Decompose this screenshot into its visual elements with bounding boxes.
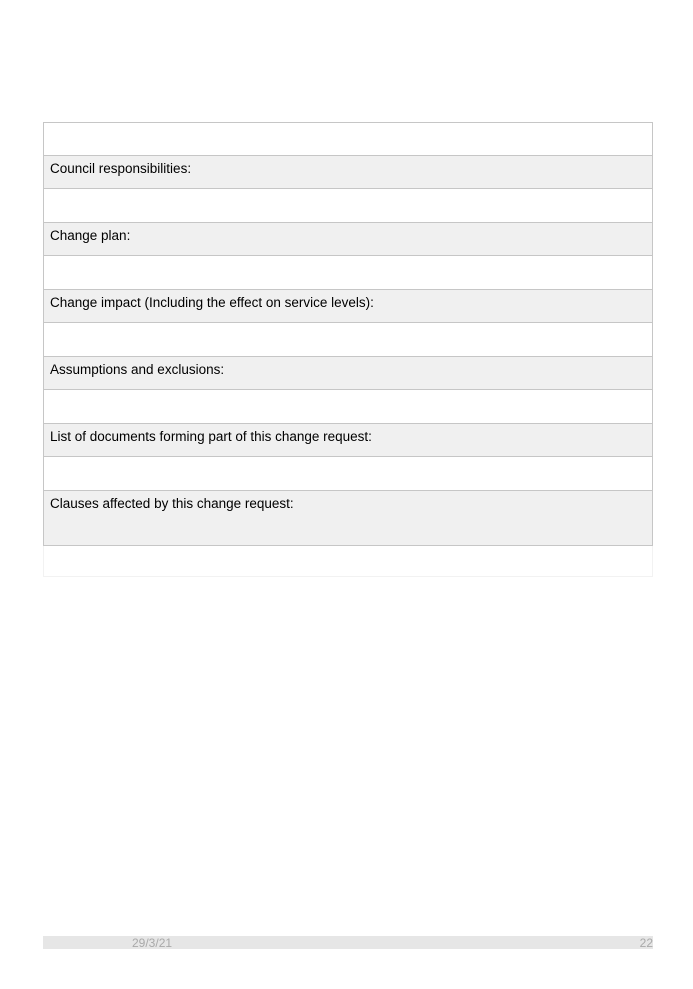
change-request-form-table (43, 122, 653, 577)
change-plan-label: Change plan: (43, 223, 653, 256)
change-impact-label: Change impact (Including the effect on service levels): (43, 290, 653, 323)
blank-row (43, 457, 653, 491)
documents-list-label: List of documents forming part of this change request: (43, 424, 653, 457)
assumptions-exclusions-label: Assumptions and exclusions: (43, 357, 653, 390)
footer-date: 29/3/21 (132, 936, 173, 950)
blank-row (43, 122, 653, 156)
page-footer (43, 936, 653, 949)
page-number: 22 (639, 936, 653, 950)
blank-row (43, 390, 653, 424)
blank-row (43, 256, 653, 290)
trailing-blank-row (43, 546, 653, 577)
blank-row (43, 189, 653, 223)
clauses-affected-label: Clauses affected by this change request: (43, 491, 653, 546)
blank-row (43, 323, 653, 357)
council-responsibilities-label: Council responsibilities: (43, 156, 653, 189)
